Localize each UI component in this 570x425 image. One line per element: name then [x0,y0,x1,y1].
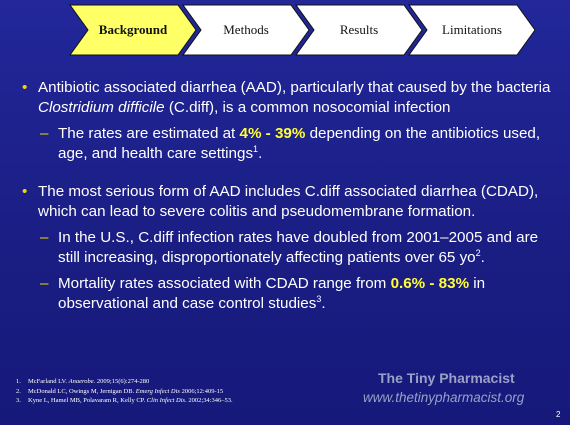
reference-1: 1. McFarland LV. Anaerobe. 2009;15(6):274-280 [16,378,150,385]
bullet-aad-text-1: Antibiotic associated diarrhea (AAD), particularly that caused by the bacteria [38,79,551,96]
slide-body [22,78,552,314]
bullet-aad-species: Clostridium difficile [38,99,165,116]
subbullet-rates [22,124,552,164]
bullet-dash: – [40,275,49,292]
mortality-highlight: 0.6% - 83% [390,275,470,292]
bullet-aad-text-2: (C.diff), is a common nosocomial infection [164,99,451,116]
page-number: 2 [556,410,561,419]
subbullet-rates-text-2: depending on the antibiotics used, age, and health care settings [58,125,541,162]
tab-methods[interactable]: Methods [223,22,269,37]
watermark-url: www.thetinypharmacist.org [363,390,525,405]
subbullet-mortality-text-1: Mortality rates associated with CDAD range from [58,275,391,292]
subbullet-us-text-2: . [480,249,485,266]
tab-limitations[interactable]: Limitations [442,22,502,37]
subbullet-mortality-text-3: . [321,295,326,312]
bullet-dot: • [22,183,28,200]
bullet-dot: • [22,79,28,96]
ref-sup-2: 2 [475,247,481,258]
reference-3: 3. Kyne L, Hamel MB, Polavaram R, Kelly CP. Clin Infect Dis. 2002;34:346–53. [16,397,233,404]
subbullet-us-rates [22,228,552,268]
bullet-dash: – [40,229,49,246]
ref-sup-3: 3 [316,293,322,304]
bullet-dash: – [40,125,49,142]
tab-results[interactable]: Results [339,22,379,37]
reference-2: 2. McDonald LC, Owings M, Jernigan DB. Emerg Infect Dis 2006;12:409-15 [16,387,224,395]
tab-background[interactable]: Background [98,22,168,37]
bullet-cdad [22,182,552,222]
watermark-title: The Tiny Pharmacist [378,370,515,386]
section-nav [0,0,570,60]
bullet-aad [22,78,552,118]
subbullet-rates-text-3: . [258,145,263,162]
subbullet-us-text-1: In the U.S., C.diff infection rates have doubled from 2001–2005 and are still increasing, disproportionately affecting patients over 65 yo [58,229,539,266]
subbullet-rates-text-1: The rates are estimated at [58,125,240,142]
bullet-cdad-text: The most serious form of AAD includes C.diff associated diarrhea (CDAD), which can lead to severe colitis and pseudomembrane formation. [38,183,539,220]
subbullet-mortality-text-2: in observational and case control studies [58,275,486,312]
references [16,377,233,406]
rates-highlight: 4% - 39% [239,125,306,142]
ref-sup-1: 1 [253,143,259,154]
subbullet-mortality [22,274,552,314]
